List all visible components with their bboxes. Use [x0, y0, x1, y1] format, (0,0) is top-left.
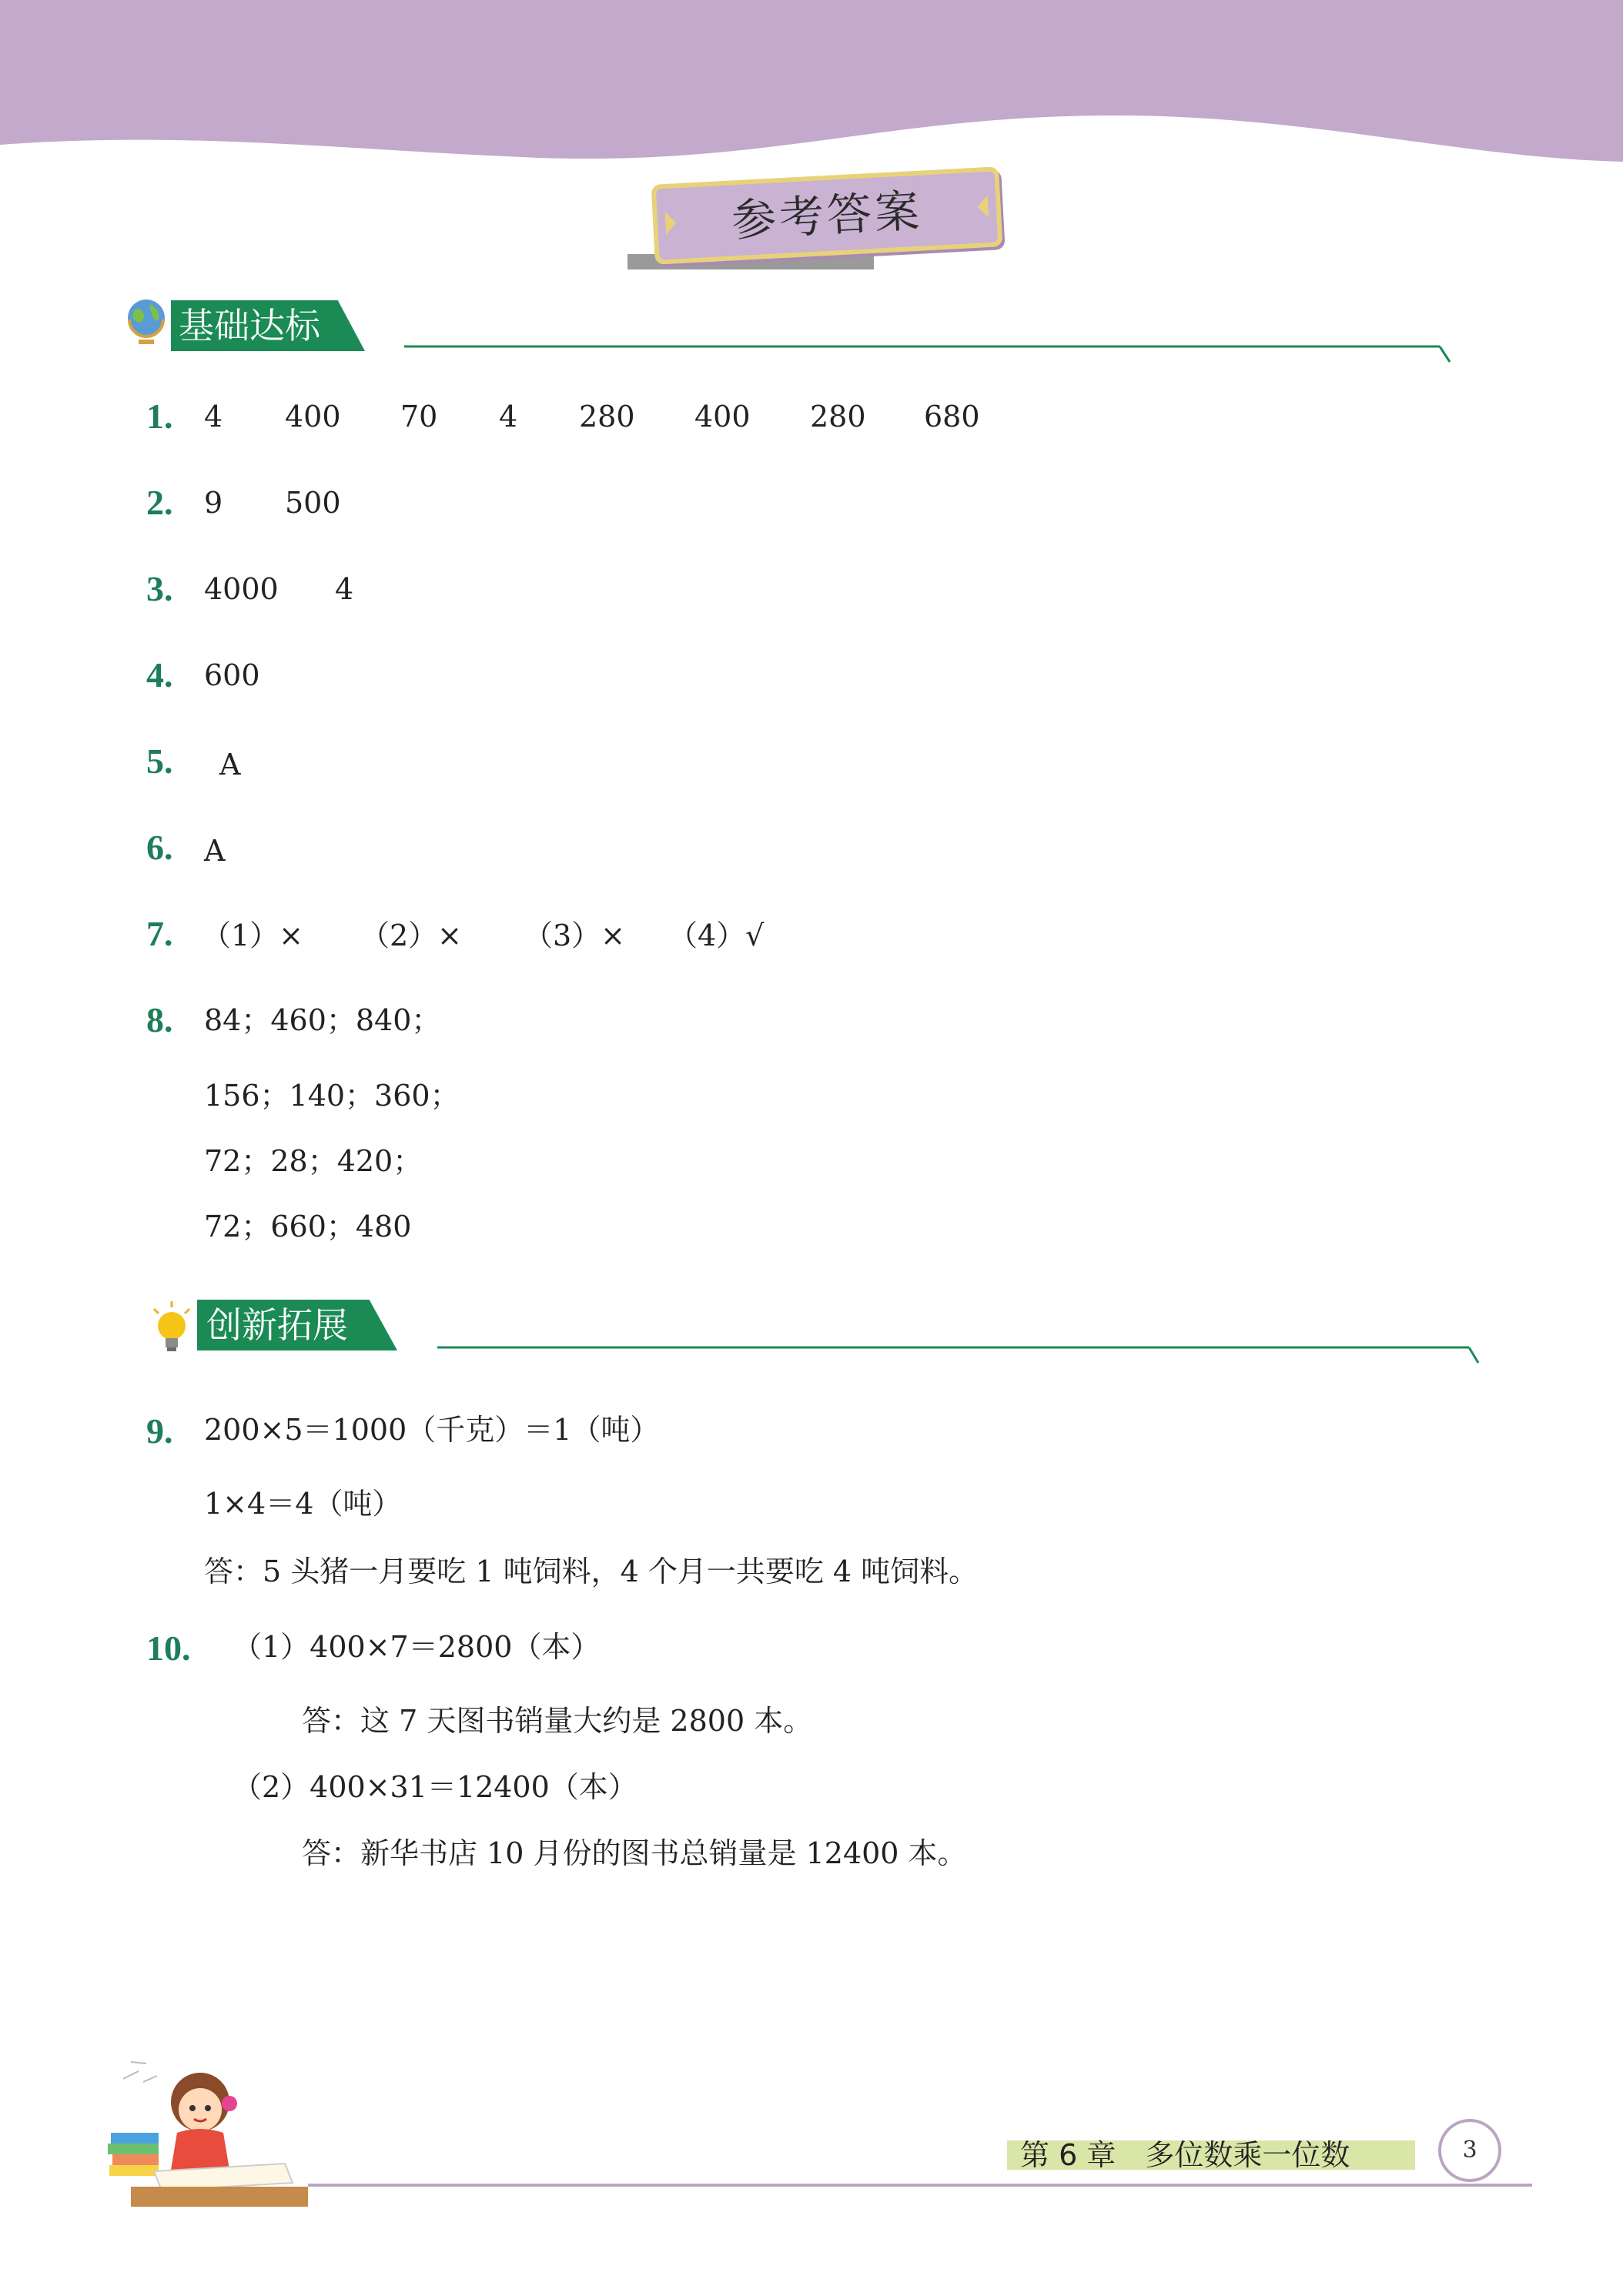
question-number: 3.: [146, 569, 173, 608]
question-number: 4.: [146, 655, 173, 694]
footer-rule: [308, 2184, 1532, 2187]
answer-value: 400: [694, 400, 751, 433]
question-number: 5.: [146, 741, 173, 781]
page-number: 3: [1462, 2137, 1477, 2164]
globe-icon: [123, 296, 169, 347]
answer-value: 280: [810, 400, 866, 433]
question-number: 1.: [146, 397, 173, 436]
answer-line: （1）400×7＝2800（本）: [233, 1630, 601, 1664]
question-number: 6.: [146, 828, 173, 867]
section-innovation-rule: [437, 1340, 1484, 1367]
answer-line: 156；140；360；: [204, 1079, 460, 1113]
answer-line: 1×4＝4（吨）: [204, 1487, 402, 1521]
answer-value: 4: [499, 400, 518, 433]
answer-value: （2）×: [360, 919, 463, 952]
answer-line: 答：5 头猪一月要吃 1 吨饲料，4 个月一共要吃 4 吨饲料。: [204, 1555, 979, 1588]
answer-value: （4）√: [668, 919, 765, 952]
answer-value: 600: [204, 658, 260, 692]
question-number: 2.: [146, 483, 173, 522]
question-number: 9.: [146, 1411, 173, 1451]
answer-value: 4: [204, 400, 223, 433]
answer-line: （2）400×31＝12400（本）: [233, 1770, 637, 1804]
question-number: 8.: [146, 1000, 173, 1039]
chapter-label: 第 6 章 多位数乘一位数: [1020, 2138, 1350, 2172]
lightbulb-icon: [149, 1300, 194, 1355]
answer-value: A: [219, 748, 241, 782]
answer-value: （1）×: [202, 919, 304, 952]
question-number: 10.: [146, 1628, 191, 1668]
section-basic-rule: [404, 339, 1451, 366]
girl-reading-illustration: [108, 2048, 323, 2214]
answer-value: 280: [579, 400, 635, 433]
question-number: 7.: [146, 914, 173, 953]
answer-value: （3）×: [524, 919, 626, 952]
answer-value: 9: [204, 486, 223, 520]
title-box: [651, 166, 1003, 265]
page-title: 参考答案: [730, 184, 924, 247]
answer-line: 84；460；840；: [204, 1003, 441, 1037]
answer-value: 4000: [204, 572, 279, 606]
answer-value: 680: [924, 400, 980, 433]
page-number-circle: [1438, 2119, 1501, 2182]
answer-value: 4: [335, 572, 354, 606]
answer-line: 答：新华书店 10 月份的图书总销量是 12400 本。: [302, 1836, 967, 1870]
answer-value: 400: [285, 400, 341, 433]
answer-line: 72；28；420；: [204, 1144, 423, 1178]
answer-value: 70: [400, 400, 438, 433]
answer-line: 72；660；480: [204, 1210, 412, 1243]
answer-line: 答：这 7 天图书销量大约是 2800 本。: [302, 1704, 813, 1738]
header-wave: [0, 0, 1623, 185]
section-innovation-label: 创新拓展: [206, 1304, 348, 1346]
section-basic-label: 基础达标: [179, 305, 320, 346]
answer-value: 500: [285, 486, 341, 520]
answer-line: 200×5＝1000（千克）＝1（吨）: [204, 1413, 660, 1447]
answer-value: A: [204, 834, 226, 868]
